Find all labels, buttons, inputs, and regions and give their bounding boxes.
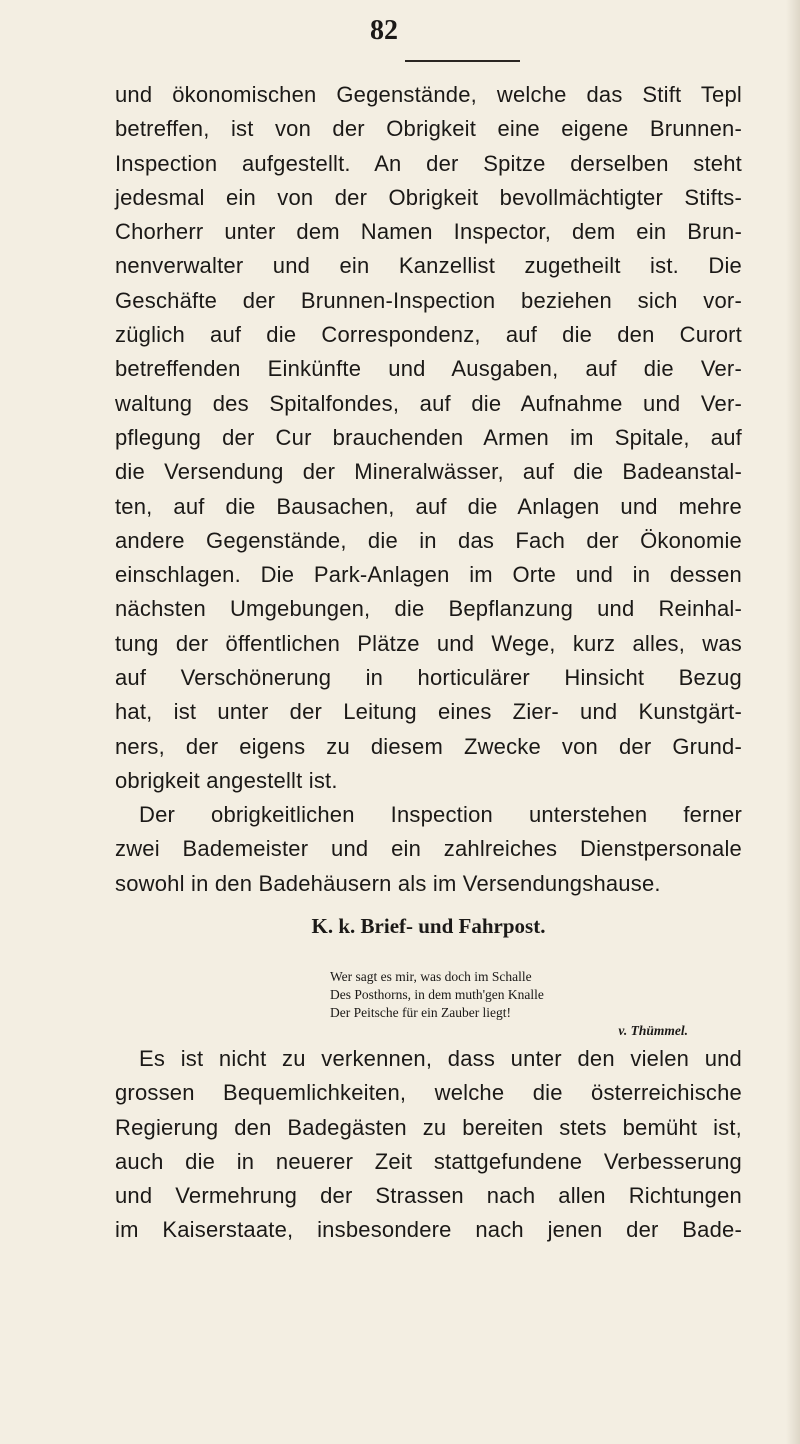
text-line: und Vermehrung der Strassen nach allen Richtungen — [115, 1183, 742, 1209]
text-line: andere Gegenstände, die in das Fach der Ökonomie — [115, 527, 742, 553]
epigraph-line: Der Peitsche für ein Zauber liegt! — [330, 1005, 512, 1020]
text-line: grossen Bequemlichkeiten, welche die österreichische — [115, 1080, 742, 1106]
text-line: und ökonomischen Gegenstände, welche das Stift Tepl — [115, 82, 742, 107]
epigraph-author: v. Thümmel. — [618, 1023, 688, 1038]
text-line: im Kaiserstaate, insbesondere nach jenen der Bade- — [115, 1217, 742, 1243]
text-line: pflegung der Cur brauchenden Armen im Spitale, auf — [115, 424, 742, 450]
epigraph-line: Wer sagt es mir, was doch im Schalle — [330, 969, 532, 984]
text-line: obrigkeit angestellt ist. — [115, 767, 338, 793]
epigraph-line: Des Posthorns, in dem muth'gen Knalle — [330, 987, 544, 1002]
text-line: Es ist nicht zu verkennen, dass unter den vielen und — [139, 1046, 742, 1071]
text-line: Geschäfte der Brunnen-Inspection beziehen sich vor- — [115, 287, 742, 313]
text-line: auf Verschönerung in horticulärer Hinsicht Bezug — [115, 665, 742, 691]
text-line: zwei Bademeister und ein zahlreiches Dienstpersonale — [115, 836, 742, 862]
text-line: Regierung den Badegästen zu bereiten stets bemüht ist, — [115, 1114, 742, 1140]
text-line: Chorherr unter dem Namen Inspector, dem ein Brun- — [115, 219, 742, 245]
text-line: nenverwalter und ein Kanzellist zugetheilt ist. Die — [115, 253, 742, 279]
text-line: auch die in neuerer Zeit stattgefundene Verbesserung — [115, 1148, 742, 1174]
page-edge-shadow — [786, 0, 800, 1444]
text-line: tung der öffentlichen Plätze und Wege, kurz alles, was — [115, 630, 742, 656]
paragraph-1 — [115, 78, 742, 798]
text-line: nächsten Umgebungen, die Bepflanzung und Reinhal- — [115, 596, 742, 622]
page-number: 82 — [370, 15, 398, 46]
text-line: waltung des Spitalfondes, auf die Aufnahme und Ver- — [115, 390, 742, 416]
text-line: jedesmal ein von der Obrigkeit bevollmächtigter Stifts- — [115, 184, 742, 210]
paragraph-2 — [115, 798, 742, 901]
text-line: ten, auf die Bausachen, auf die Anlagen und mehre — [115, 493, 742, 519]
text-line: hat, ist unter der Leitung eines Zier- und Kunstgärt- — [115, 699, 742, 725]
epigraph — [330, 968, 690, 1040]
text-line: sowohl in den Badehäusern als im Versendungshause. — [115, 870, 661, 896]
text-line: ners, der eigens zu diesem Zwecke von der Grund- — [115, 733, 742, 759]
text-line: einschlagen. Die Park-Anlagen im Orte und in dessen — [115, 562, 742, 588]
text-line: die Versendung der Mineralwässer, auf die Badeanstal- — [115, 459, 742, 485]
section-heading: K. k. Brief- und Fahrpost. — [311, 914, 546, 938]
text-line: betreffen, ist von der Obrigkeit eine eigene Brunnen- — [115, 116, 742, 142]
page-number-rule — [405, 60, 520, 62]
text-line: betreffenden Einkünfte und Ausgaben, auf die Ver- — [115, 356, 742, 382]
text-line: züglich auf die Correspondenz, auf die den Curort — [115, 322, 742, 348]
text-line: Inspection aufgestellt. An der Spitze derselben steht — [115, 150, 742, 176]
paragraph-3 — [115, 1042, 742, 1248]
text-line: Der obrigkeitlichen Inspection unterstehen ferner — [139, 802, 742, 827]
